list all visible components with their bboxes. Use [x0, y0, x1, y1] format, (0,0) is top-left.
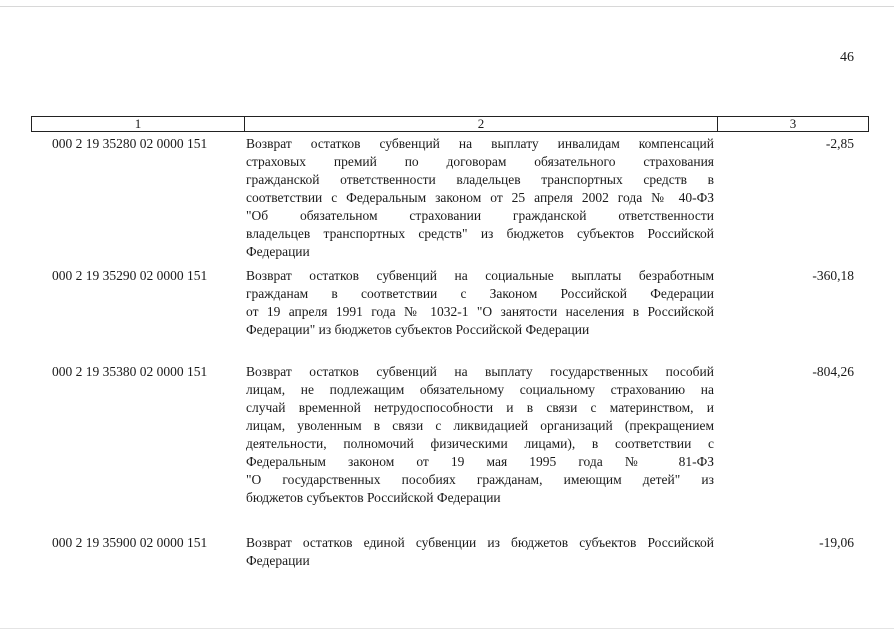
row-amount: -804,26: [812, 364, 854, 379]
row-code: 000 2 19 35290 02 0000 151: [52, 268, 208, 283]
description-line: деятельности, полномочий физическими лицами), в соответствии с: [246, 436, 714, 451]
description-line: Возврат остатков субвенций на выплату инвалидам компенсаций: [246, 136, 714, 151]
row-code: 000 2 19 35380 02 0000 151: [52, 364, 208, 379]
scan-edge-bottom: [0, 628, 894, 629]
header-col-1: 1: [32, 117, 245, 131]
description-line: Возврат остатков единой субвенции из бюджетов субъектов Российской: [246, 535, 714, 550]
description-line: гражданской ответственности владельцев транспортных средств в: [246, 172, 714, 187]
description-line: лицам, уволенным в связи с ликвидацией организаций (прекращением: [246, 418, 714, 433]
row-code: 000 2 19 35280 02 0000 151: [52, 136, 208, 151]
description-line: лицам, не подлежащим обязательному социальному страхованию на: [246, 382, 714, 397]
description-line: Федерации: [246, 553, 310, 568]
description-line: "О государственных пособиях гражданам, имеющим детей" из: [246, 472, 714, 487]
description-line: соответствии с Федеральным законом от 25 апреля 2002 года № 40-ФЗ: [246, 190, 714, 205]
header-col-3: 3: [789, 116, 797, 131]
description-line: Возврат остатков субвенций на социальные выплаты безработным: [246, 268, 714, 283]
table-header: [31, 116, 869, 132]
row-description: [246, 135, 714, 261]
header-col-2: 2: [245, 117, 718, 131]
description-line: владельцев транспортных средств" из бюджетов субъектов Российской: [246, 226, 714, 241]
row-description: [246, 534, 714, 570]
row-amount: -19,06: [819, 535, 854, 550]
description-line: случай временной нетрудоспособности и в связи с материнством, и: [246, 400, 714, 415]
scan-edge-top: [0, 6, 894, 7]
row-code: 000 2 19 35900 02 0000 151: [52, 535, 208, 550]
row-description: [246, 363, 714, 507]
description-line: Федерации: [246, 244, 310, 259]
description-line: гражданам в соответствии с Законом Российской Федерации: [246, 286, 714, 301]
row-amount: -360,18: [812, 268, 854, 283]
page-number: 46: [840, 50, 854, 65]
row-description: [246, 267, 714, 339]
description-line: Федерации" из бюджетов субъектов Российской Федерации: [246, 322, 590, 337]
description-line: "Об обязательном страховании гражданской ответственности: [246, 208, 714, 223]
description-line: Федеральным законом от 19 мая 1995 года № 81-ФЗ: [246, 454, 714, 469]
description-line: бюджетов субъектов Российской Федерации: [246, 490, 501, 505]
description-line: от 19 апреля 1991 года № 1032-1 "О занятости населения в Российской: [246, 304, 714, 319]
description-line: Возврат остатков субвенций на выплату государственных пособий: [246, 364, 714, 379]
description-line: страховых премий по договорам обязательного страхования: [246, 154, 714, 169]
row-amount: -2,85: [825, 136, 854, 151]
